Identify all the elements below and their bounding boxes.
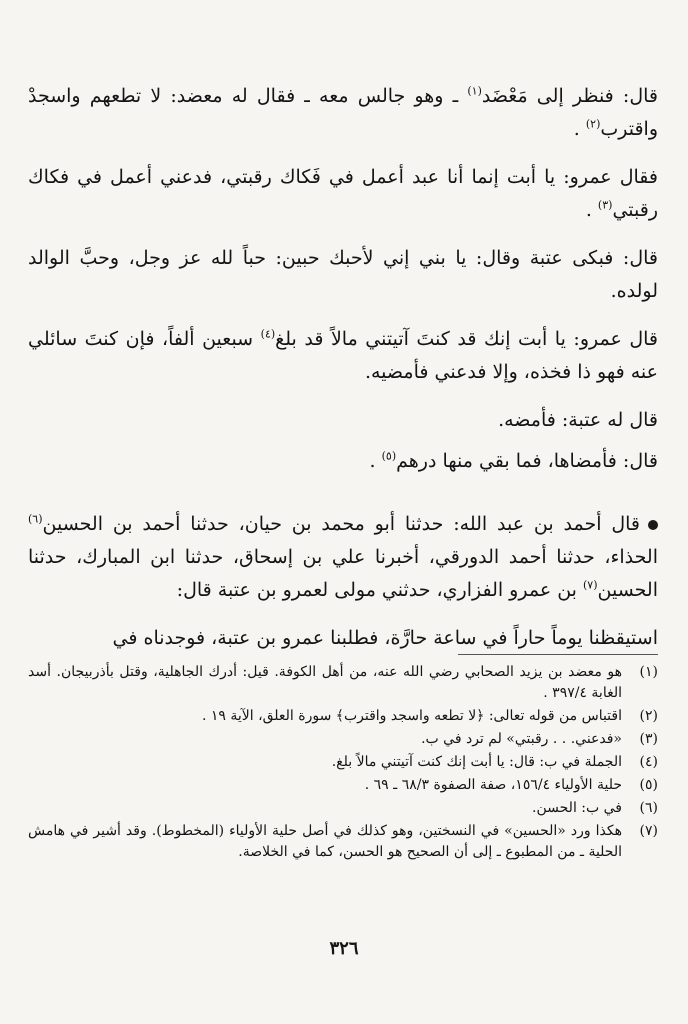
footnote-number: (٣) [639, 731, 658, 747]
footnote-ref-5[interactable]: (٥) [381, 449, 397, 463]
paragraph-5 [28, 404, 658, 437]
footnote [28, 729, 658, 750]
isnad-part-1: قال أحمد بن عبد الله: حدثنا أبو محمد بن حيان، حدثنا أحمد بن الحسين [42, 513, 640, 535]
footnote-text: هو معضد بن يزيد الصحابي رضي الله عنه، من أهل الكوفة. قيل: أدرك الجاهلية، وقتل بأذربيجان. أسد الغابة ٣٩٧/٤ . [28, 664, 622, 701]
paragraph-1-rest: ـ وهو جالس معه ـ فقال له معضد: لا تطعهم واسجدْ واقترب [28, 85, 658, 140]
paragraph-4-rest: سبعين ألفاً، فإن كنتَ سائلي عنه فهو ذا فخذه، وإلا فدعني فأمضيه. [28, 328, 658, 383]
paragraph-4-text: قال عمرو: يا أبت إنك قد كنتَ آتيتني مالاً قد بلغ [275, 328, 658, 350]
footnote-text: الجملة في ب: قال: يا أبت إنك كنت آتيتني مالاً بلغ. [331, 754, 622, 770]
footnote-ref-6[interactable]: (٦) [28, 512, 43, 526]
paragraph-1-text: قال: فنظر إلى مَعْضَد [481, 85, 658, 107]
bullet-icon [648, 520, 658, 530]
footnote-number: (٥) [639, 777, 658, 793]
main-text [28, 80, 658, 670]
footnote-ref-3[interactable]: (٣) [597, 198, 613, 212]
footnote-text: هكذا ورد «الحسين» في النسختين، وهو كذلك في أصل حلية الأولياء (المخطوط). وقد أشير في هامش الحلية ـ من المطبوع ـ إلى أن الصحيح هو الحسن، كما في الخلاصة. [28, 823, 622, 860]
footnotes [28, 662, 658, 865]
paragraph-6-text: قال: فأمضاها، فما بقي منها درهم [396, 450, 658, 472]
footnote [28, 821, 658, 863]
footnote-number: (٧) [639, 823, 658, 839]
paragraph-last-text: استيقظنا يوماً حاراً في ساعة حارَّة، فطلبنا عمرو بن عتبة، فوجدناه في [112, 627, 658, 649]
paragraph-3-text: قال: فبكى عتبة وقال: يا بني إني لأحبك حبين: حباً لله عز وجل، وحبَّ الوالد لولده. [28, 247, 658, 302]
footnote [28, 798, 658, 819]
footnote-number: (٦) [639, 800, 658, 816]
footnote-number: (١) [639, 664, 658, 680]
footnote-ref-1[interactable]: (١) [467, 84, 482, 98]
paragraph-6 [28, 445, 658, 478]
isnad-part-2: الحذاء، حدثنا أحمد الدورقي، أخبرنا علي بن إسحاق، حدثنا ابن المبارك، حدثنا الحسين [28, 546, 658, 601]
paragraph-last [28, 622, 658, 655]
footnote [28, 662, 658, 704]
footnote [28, 752, 658, 773]
paragraph-6-rest: . [369, 450, 382, 472]
paragraph-2 [28, 161, 658, 227]
footnote-text: حلية الأولياء ١٥٦/٤، صفة الصفوة ٦٨/٣ ـ ٦٩ . [364, 777, 622, 793]
footnote-ref-7[interactable]: (٧) [583, 578, 598, 592]
footnote-number: (٤) [639, 754, 658, 770]
paragraph-5-text: قال له عتبة: فأمضه. [498, 409, 658, 431]
footnote-text: في ب: الحسن. [532, 800, 622, 816]
footnote [28, 775, 658, 796]
footnote-text: «فدعني. . . رقبتي» لم ترد في ب. [421, 731, 622, 747]
isnad-part-3: بن عمرو الفزاري، حدثني مولى لعمرو بن عتبة قال: [176, 579, 583, 601]
footnote-ref-4[interactable]: (٤) [260, 327, 276, 341]
footnote-text: اقتباس من قوله تعالى: ﴿لا تطعه واسجد واقترب﴾ سورة العلق، الآية ١٩ . [201, 708, 622, 724]
paragraph-1-end: . [573, 118, 586, 140]
paragraph-3 [28, 242, 658, 308]
footnote-divider [458, 654, 658, 655]
footnote-number: (٢) [639, 708, 658, 724]
isnad-paragraph [28, 508, 658, 607]
page-number: ٣٢٦ [329, 938, 359, 959]
paragraph-1 [28, 80, 658, 146]
footnote-ref-2[interactable]: (٢) [585, 117, 601, 131]
paragraph-4 [28, 323, 658, 389]
paragraph-2-rest: . [585, 199, 598, 221]
paragraph-2-text: فقال عمرو: يا أبت إنما أنا عبد أعمل في فَكاك رقبتي، فدعني أعمل في فكاك رقبتي [28, 166, 658, 221]
footnote [28, 706, 658, 727]
